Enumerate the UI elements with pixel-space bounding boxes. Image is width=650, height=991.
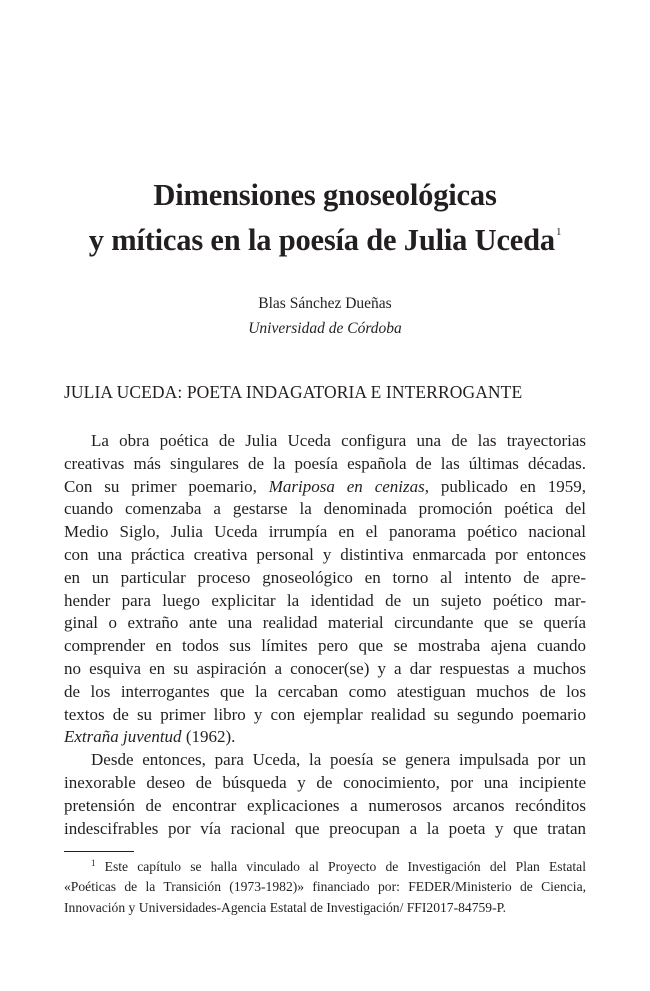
chapter-title-line-2-text: y míticas en la poesía de Julia Uceda (88, 223, 555, 257)
text-line: ginal o extraño ante una realidad material circundante que se quería (64, 613, 586, 633)
text-line: Desde entonces, para Uceda, la poesía se genera impulsada por un (91, 750, 586, 770)
text-line: Medio Siglo, Julia Uceda irrumpía en el panorama poético nacional (64, 522, 586, 542)
text-line-end: , publicado en 1959, (424, 476, 586, 496)
text-line: con una práctica creativa personal y distintiva enmarcada por entonces (64, 544, 586, 564)
footnote-divider (64, 851, 134, 852)
footnote-line: «Poéticas de la Transición (1973-1982)» financiado por: FEDER/Ministerio de Ciencia, (64, 879, 586, 895)
text-line: de los interrogantes que la cercaban como atestiguan muchos de los (64, 681, 586, 701)
text-line: textos de su primer libro y con ejemplar realidad su segundo poemario (64, 704, 586, 724)
text-line: no esquiva en su aspiración a conocer(se) y a dar respuestas a muchos (64, 658, 586, 678)
text-line: indescifrables por vía racional que preocupan a la poeta y que tratan (64, 818, 586, 838)
footnote-mark: 1 (91, 858, 96, 868)
title-footnote-ref[interactable]: 1 (555, 226, 562, 238)
text-line: La obra poética de Julia Uceda configura una de las trayectorias (91, 431, 586, 450)
text-line: creativas más singulares de la poesía española de las últimas décadas. (64, 453, 586, 473)
text-line-start: Con su primer poemario, (64, 476, 269, 496)
text-line: comprender en todos sus límites pero que se mostraba ajena cuando (64, 636, 586, 656)
footnote-line-text: Este capítulo se halla vinculado al Proyecto de Investigación del Plan Estatal (104, 859, 586, 874)
book-title-mariposa: Mariposa en cenizas (268, 476, 425, 496)
text-line: hender para luego explicitar la identidad de un sujeto poético mar- (64, 590, 586, 610)
text-line: pretensión de encontrar explicaciones a numerosos arcanos recónditos (64, 795, 586, 815)
footnote (64, 857, 586, 918)
chapter-title-line-2 (0, 225, 650, 256)
text-line-end: (1962). (181, 727, 236, 747)
chapter-title-line-1: Dimensiones gnoseológicas (153, 178, 497, 212)
text-line (64, 726, 586, 749)
author-affiliation: Universidad de Córdoba (248, 320, 402, 337)
section-heading: JULIA UCEDA: POETA INDAGATORIA E INTERROGANTE (64, 382, 523, 402)
footnote-line: Innovación y Universidades-Agencia Estatal de Investigación/ FFI2017-84759-P. (64, 899, 507, 915)
text-line: cuando comenzaba a gestarse la denominada promoción poética del (64, 499, 586, 519)
footnote-line (64, 857, 586, 877)
text-line (64, 476, 586, 499)
book-title-extrana-juventud: Extraña juventud (64, 727, 182, 747)
paragraph-1 (64, 430, 586, 749)
author-name: Blas Sánchez Dueñas (258, 295, 392, 312)
paragraph-2 (64, 749, 586, 840)
text-line: inexorable deseo de búsqueda y de conocimiento, por una incipiente (64, 772, 586, 792)
text-line: en un particular proceso gnoseológico en torno al intento de apre- (64, 567, 586, 587)
